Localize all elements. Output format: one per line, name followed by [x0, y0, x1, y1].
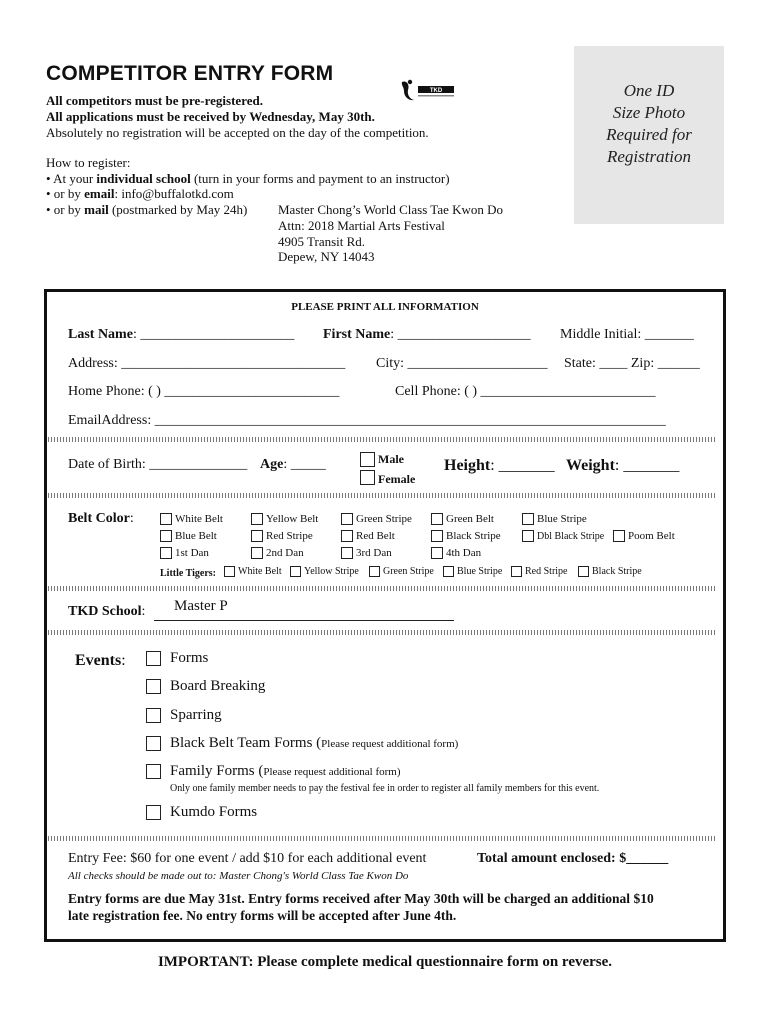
tiger-black-label: Black Stripe	[592, 566, 642, 577]
event-kumdo-checkbox[interactable]	[146, 805, 161, 820]
event-black-belt-team-checkbox[interactable]	[146, 736, 161, 751]
event-black-belt-team-label: Black Belt Team Forms (Please request additional form)	[170, 735, 459, 751]
divider	[48, 630, 716, 635]
belt-4th-dan-label: 4th Dan	[446, 547, 482, 559]
photo-text-4: Registration	[606, 147, 692, 166]
mail-address-line-2: Attn: 2018 Martial Arts Festival	[278, 218, 445, 233]
event-board-breaking-checkbox[interactable]	[146, 679, 161, 694]
tkd-school-line	[154, 620, 454, 621]
belt-green-label: Green Belt	[446, 513, 494, 525]
belt-poom-label: Poom Belt	[628, 530, 675, 542]
belt-blue-stripe-label: Blue Stripe	[537, 513, 587, 525]
cell-phone-field[interactable]: Cell Phone: ( ) _________________________	[395, 384, 656, 399]
belt-green-stripe-label: Green Stripe	[356, 513, 412, 525]
register-option-school: • At your individual school (turn in your forms and payment to an instructor)	[46, 171, 450, 186]
tiger-green-checkbox[interactable]	[369, 566, 380, 577]
tiger-blue-checkbox[interactable]	[443, 566, 454, 577]
belt-green-stripe-checkbox[interactable]	[341, 513, 353, 525]
belt-black-stripe-checkbox[interactable]	[431, 530, 443, 542]
total-amount-field[interactable]: Total amount enclosed: $______	[477, 851, 669, 866]
tkd-school-label: TKD School:	[68, 604, 146, 619]
important-notice: IMPORTANT: Please complete medical questionnaire form on reverse.	[157, 954, 613, 970]
belt-3rd-dan-checkbox[interactable]	[341, 547, 353, 559]
tiger-red-checkbox[interactable]	[511, 566, 522, 577]
notice-preregistered: All competitors must be pre-registered.	[46, 93, 263, 108]
tiger-white-label: White Belt	[238, 566, 282, 577]
family-forms-note: Only one family member needs to pay the festival fee in order to register all family members for this event.	[170, 783, 600, 794]
event-family-forms-checkbox[interactable]	[146, 764, 161, 779]
belt-red-stripe-label: Red Stripe	[266, 530, 313, 542]
belt-red-label: Red Belt	[356, 530, 395, 542]
belt-dbl-black-label: Dbl Black Stripe	[537, 531, 605, 542]
event-forms-checkbox[interactable]	[146, 651, 161, 666]
svg-text:TKD: TKD	[429, 88, 443, 94]
how-to-register: How to register:	[46, 155, 131, 170]
female-label: Female	[378, 472, 416, 486]
photo-text-1: One ID	[623, 81, 675, 100]
belt-4th-dan-checkbox[interactable]	[431, 547, 443, 559]
belt-1st-dan-checkbox[interactable]	[160, 547, 172, 559]
due-notice-1: Entry forms are due May 31st. Entry forms received after May 30th will be charged an additional $10	[68, 891, 654, 906]
events-label: Events:	[75, 652, 126, 669]
tae-kwon-do-logo	[398, 78, 458, 104]
dob-field[interactable]: Date of Birth: ______________	[68, 457, 248, 472]
event-family-forms-label: Family Forms (Please request additional form)	[170, 763, 401, 779]
belt-black-stripe-label: Black Stripe	[446, 530, 501, 542]
male-checkbox[interactable]	[360, 452, 375, 467]
height-field[interactable]: Height: _______	[444, 457, 555, 474]
notice-no-day-of: Absolutely no registration will be accepted on the day of the competition.	[46, 125, 429, 140]
tiger-green-label: Green Stripe	[383, 566, 434, 577]
divider	[48, 836, 716, 841]
form-title: COMPETITOR ENTRY FORM	[46, 62, 334, 85]
address-field[interactable]: Address: ________________________________	[68, 356, 346, 371]
belt-red-stripe-checkbox[interactable]	[251, 530, 263, 542]
photo-text-2: Size Photo	[612, 103, 686, 122]
tiger-red-label: Red Stripe	[525, 566, 568, 577]
middle-initial-field[interactable]: Middle Initial: _______	[560, 327, 694, 342]
age-field[interactable]: Age: _____	[260, 457, 326, 472]
belt-dbl-black-checkbox[interactable]	[522, 530, 534, 542]
belt-1st-dan-label: 1st Dan	[175, 547, 209, 559]
mail-address-line-4: Depew, NY 14043	[278, 249, 375, 264]
last-name-field[interactable]: Last Name: ______________________	[68, 327, 295, 342]
belt-white-label: White Belt	[175, 513, 223, 525]
divider	[48, 493, 716, 498]
belt-white-checkbox[interactable]	[160, 513, 172, 525]
weight-field[interactable]: Weight: _______	[566, 457, 680, 474]
belt-color-label: Belt Color:	[68, 511, 134, 526]
event-board-breaking-label: Board Breaking	[170, 678, 266, 694]
belt-poom-checkbox[interactable]	[613, 530, 625, 542]
divider	[48, 586, 716, 591]
register-option-mail: • or by mail (postmarked by May 24h)	[46, 202, 248, 217]
little-tigers-label: Little Tigers:	[160, 568, 217, 579]
register-option-email: • or by email: info@buffalotkd.com	[46, 186, 234, 201]
tiger-white-checkbox[interactable]	[224, 566, 235, 577]
belt-blue-label: Blue Belt	[175, 530, 217, 542]
tiger-yellow-checkbox[interactable]	[290, 566, 301, 577]
photo-box	[574, 46, 724, 224]
email-field[interactable]: EmailAddress: _________________________________________________________________________	[68, 413, 666, 428]
divider	[48, 437, 716, 442]
belt-2nd-dan-label: 2nd Dan	[266, 547, 304, 559]
tkd-school-input[interactable]: Master P	[174, 598, 228, 614]
belt-yellow-checkbox[interactable]	[251, 513, 263, 525]
belt-blue-checkbox[interactable]	[160, 530, 172, 542]
home-phone-field[interactable]: Home Phone: ( ) _________________________	[68, 384, 340, 399]
female-checkbox[interactable]	[360, 470, 375, 485]
print-heading: PLEASE PRINT ALL INFORMATION	[291, 301, 479, 313]
event-sparring-checkbox[interactable]	[146, 708, 161, 723]
photo-text-3: Required for	[606, 125, 692, 144]
tiger-blue-label: Blue Stripe	[457, 566, 503, 577]
city-field[interactable]: City: ____________________	[376, 356, 548, 371]
first-name-field[interactable]: First Name: ___________________	[323, 327, 531, 342]
mail-address-line-1: Master Chong’s World Class Tae Kwon Do	[278, 202, 504, 217]
state-zip-field[interactable]: State: ____ Zip: ______	[564, 356, 700, 371]
belt-2nd-dan-checkbox[interactable]	[251, 547, 263, 559]
event-kumdo-label: Kumdo Forms	[170, 804, 258, 820]
belt-green-checkbox[interactable]	[431, 513, 443, 525]
notice-deadline: All applications must be received by Wednesday, May 30th.	[46, 109, 375, 124]
entry-fee-text: Entry Fee: $60 for one event / add $10 for each additional event	[68, 851, 427, 866]
belt-red-checkbox[interactable]	[341, 530, 353, 542]
male-label: Male	[378, 452, 404, 466]
tiger-black-checkbox[interactable]	[578, 566, 589, 577]
belt-blue-stripe-checkbox[interactable]	[522, 513, 534, 525]
tiger-yellow-label: Yellow Stripe	[304, 566, 359, 577]
checks-payable-note: All checks should be made out to: Master Chong's World Class Tae Kwon Do	[68, 870, 409, 882]
belt-3rd-dan-label: 3rd Dan	[356, 547, 392, 559]
event-forms-label: Forms	[170, 650, 209, 666]
event-sparring-label: Sparring	[170, 707, 222, 723]
due-notice-2: late registration fee. No entry forms will be accepted after June 4th.	[68, 908, 457, 923]
mail-address-line-3: 4905 Transit Rd.	[278, 234, 366, 249]
belt-yellow-label: Yellow Belt	[266, 513, 319, 525]
